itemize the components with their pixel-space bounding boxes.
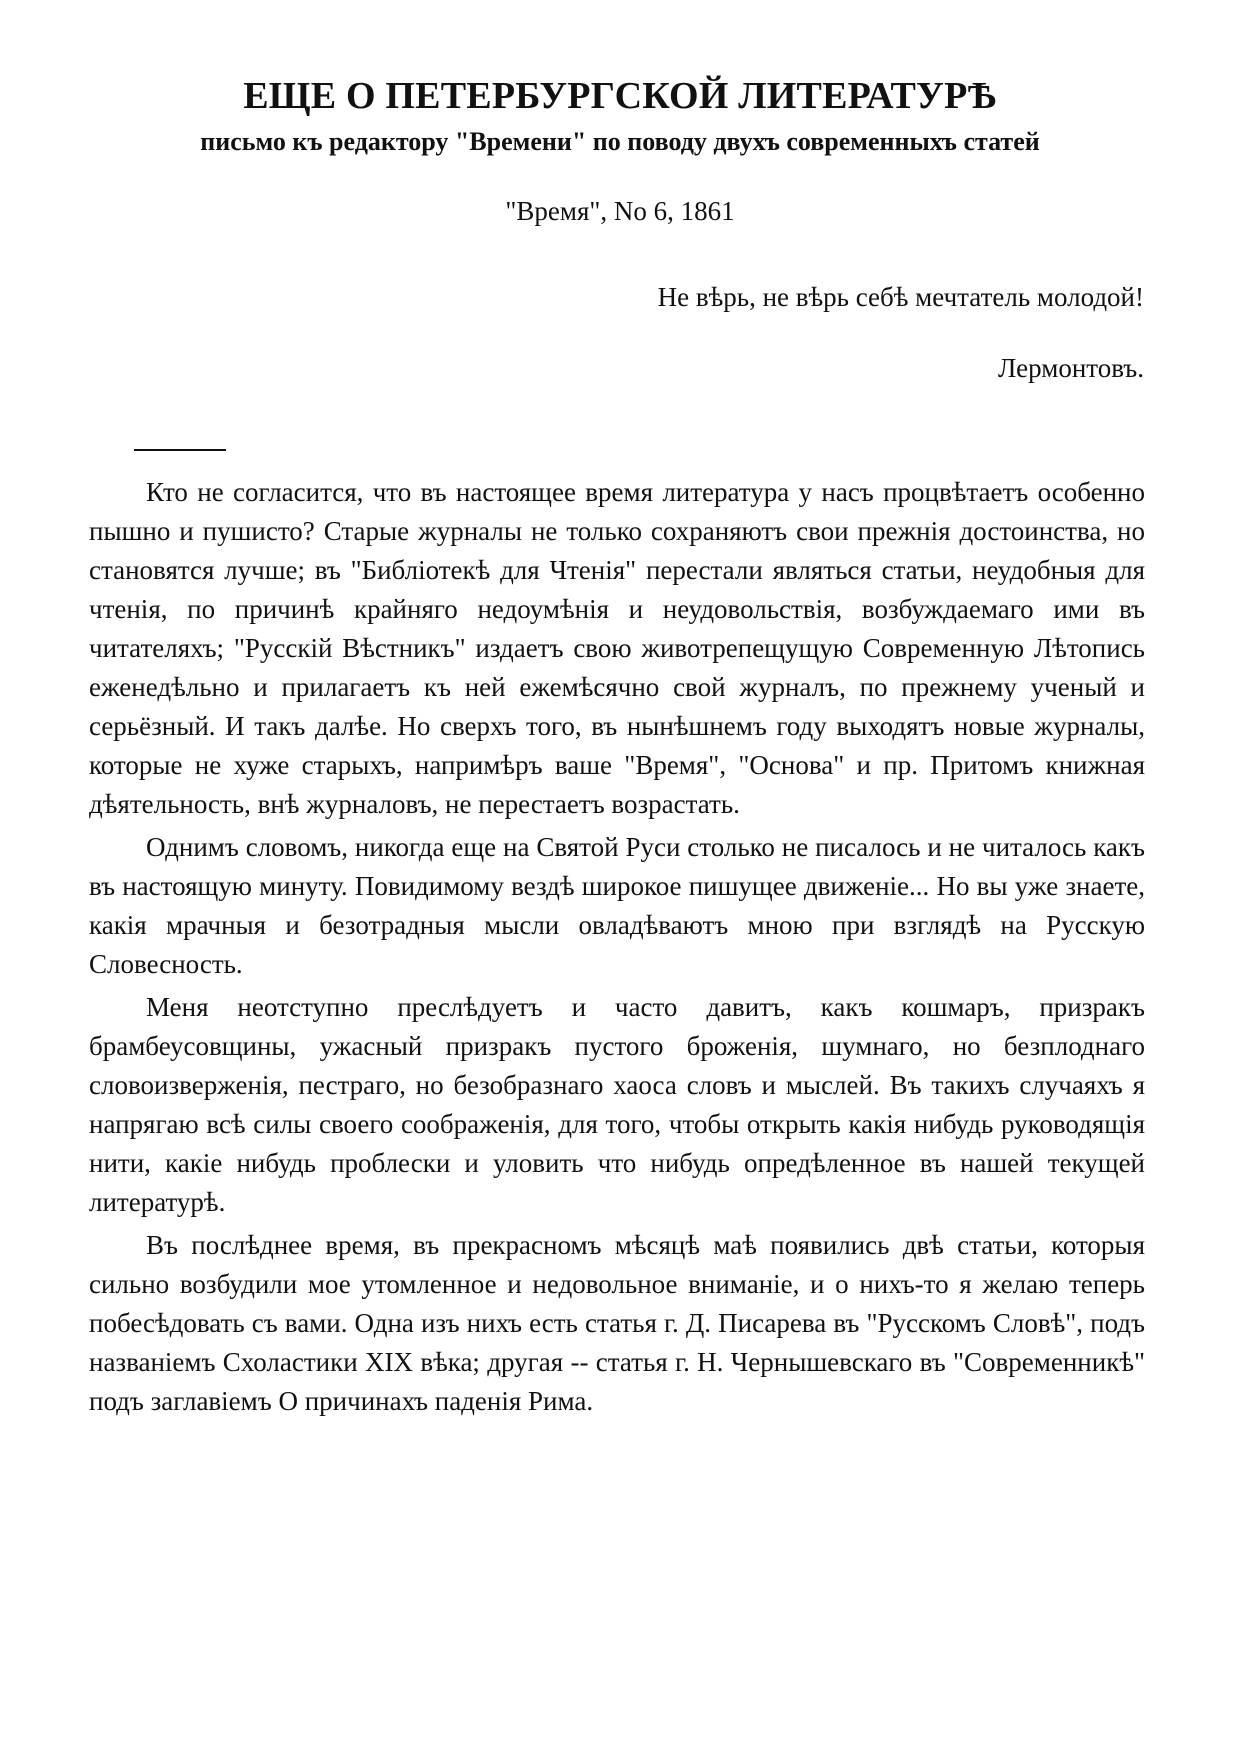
paragraph-2: Однимъ словомъ, никогда еще на Святой Руси столько не писалось и не читалось какъ въ настоящую минуту. Повидимому вездѣ широкое пишущее движеніе... Но вы уже знаете, какія мрачныя и безотрадныя мысли овладѣваютъ мною при взглядѣ на Русскую Словесность. — [89, 832, 1145, 979]
document-title: ЕЩЕ О ПЕТЕРБУРГСКОЙ ЛИТЕРАТУРѢ — [243, 75, 997, 117]
paragraph-3: Меня неотступно преслѣдуетъ и часто давитъ, какъ кошмаръ, призракъ брамбеусовщины, ужасный призракъ пустого броженія, шумнаго, но безплоднаго словоизверженія, пестраго, но безобразнаго хаоса словъ и мыслей. Въ такихъ случаяхъ я напрягаю всѣ силы своего соображенія, для того, чтобы открыть какія нибудь руководящія нити, какіе нибудь проблески и уловить что нибудь опредѣленное въ нашей текущей литературѣ. — [89, 992, 1145, 1217]
publication-source: "Время", No 6, 1861 — [505, 196, 735, 226]
body-text — [89, 473, 1145, 1425]
document-subtitle: письмо къ редактору "Времени" по поводу двухъ современныхъ статей — [200, 127, 1040, 156]
paragraph-1: Кто не согласится, что въ настоящее время литература у насъ процвѣтаетъ особенно пышно и пушисто? Старые журналы не только сохраняютъ свои прежнія достоинства, но становятся лучше; въ "Библіотекѣ для Чтенія" перестали являться статьи, неудобныя для чтенія, по причинѣ крайняго недоумѣнія и неудовольствія, возбуждаемаго ими въ читателяхъ; "Русскій Вѣстникъ" издаетъ свою животрепещущую Современную Лѣтопись еженедѣльно и прилагаетъ къ ней ежемѣсячно свой журналъ, по прежнему ученый и серьёзный. И такъ далѣе. Но сверхъ того, въ нынѣшнемъ году выходятъ новые журналы, которые не хуже старыхъ, напримѣръ ваше "Время", "Основа" и пр. Притомъ книжная дѣятельность, внѣ журналовъ, не перестаетъ возрастать. — [89, 477, 1145, 819]
epigraph-author: Лермонтовъ. — [998, 353, 1144, 383]
epigraph-line: Не вѣрь, не вѣрь себѣ мечтатель молодой! — [657, 282, 1144, 312]
section-divider — [134, 449, 226, 451]
paragraph-4: Въ послѣднее время, въ прекрасномъ мѣсяцѣ маѣ появились двѣ статьи, которыя сильно возбудили мое утомленное и недовольное вниманіе, и о нихъ-то я желаю теперь побесѣдовать съ вами. Одна изъ нихъ есть статья г. Д. Писарева въ "Русскомъ Словѣ", подъ названіемъ Схоластики XIX вѣка; другая -- статья г. Н. Чернышевскаго въ "Современникѣ" подъ заглавіемъ О причинахъ паденія Рима. — [89, 1230, 1145, 1416]
